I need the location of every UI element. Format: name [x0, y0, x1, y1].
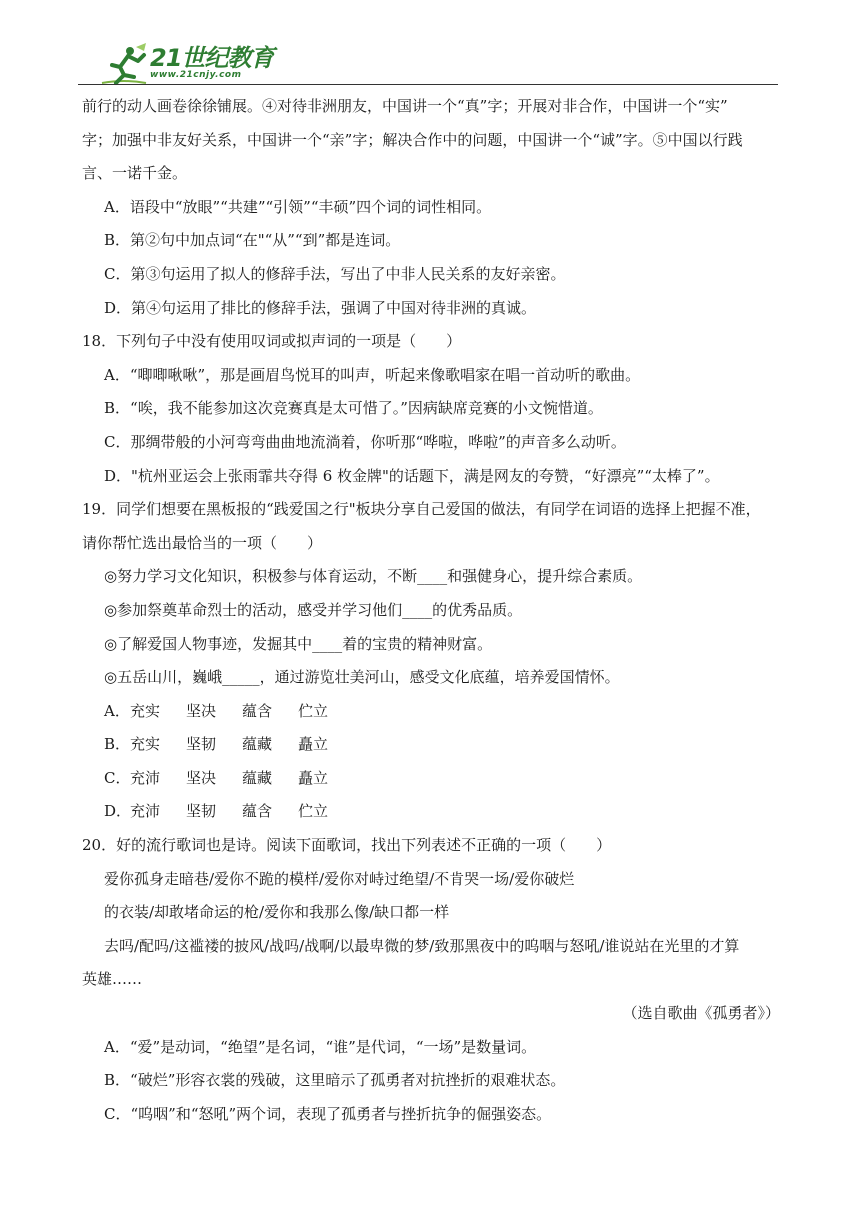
option-label: A．	[104, 701, 130, 720]
q18-option-d: D．"杭州亚运会上张雨霏共夺得 6 枚金牌"的话题下，满是网友的夸赞，“好漂亮”“太棒了”。	[104, 466, 720, 485]
q17-option-a: A．语段中“放眼”“共建”“引领”“丰硕”四个词的词性相同。	[104, 197, 492, 216]
logo-text: 21世纪教育	[150, 44, 274, 72]
option-word: 蕴藏	[242, 768, 273, 787]
q18-option-b: B．“唉，我不能参加这次竞赛真是太可惜了。”因病缺席竞赛的小文惋惜道。	[104, 399, 603, 418]
option-word: 伫立	[298, 701, 329, 720]
option-word: 矗立	[298, 735, 329, 754]
document-body	[82, 90, 780, 1131]
q20-option-b: B．“破烂”形容衣裳的残破，这里暗示了孤勇者对抗挫折的艰难状态。	[104, 1071, 566, 1090]
q18-option-a: A．“唧唧啾啾”，那是画眉鸟悦耳的叫声，听起来像歌唱家在唱一首动听的歌曲。	[104, 365, 641, 384]
passage-line: 前行的动人画卷徐徐铺展。④对待非洲朋友，中国讲一个“真”字；开展对非合作，中国讲一个“实”	[82, 97, 728, 115]
option-word: 充沛	[130, 802, 161, 821]
q19-stem: 19．同学们想要在黑板报的“践爱国之行"板块分享自己爱国的做法，有同学在词语的选择上把握不准，	[82, 500, 761, 519]
option-word: 蕴含	[242, 802, 273, 821]
option-word: 充实	[130, 735, 161, 754]
option-word: 蕴含	[242, 701, 273, 720]
logo-url: www.21cnjy.com	[150, 70, 242, 80]
passage-line: 言、一诺千金。	[82, 164, 188, 183]
q20-stem: 20．好的流行歌词也是诗。阅读下面歌词，找出下列表述不正确的一项（ ）	[82, 836, 612, 855]
q18-stem: 18．下列句子中没有使用叹词或拟声词的一项是（ ）	[82, 332, 462, 351]
q17-option-c: C．第③句运用了拟人的修辞手法，写出了中非人民关系的友好亲密。	[104, 264, 566, 283]
q17-option-d: D．第④句运用了排比的修辞手法，强调了中国对待非洲的真诚。	[104, 298, 537, 317]
q20-source: （选自歌曲《孤勇者》）	[622, 1004, 780, 1023]
q20-lyric-line: 爱你孤身走暗巷/爱你不跪的模样/爱你对峙过绝望/不肯哭一场/爱你破烂	[104, 869, 575, 888]
q19-stem: 请你帮忙选出最恰当的一项（ ）	[82, 533, 323, 552]
q20-lyric-line: 的衣装/却敢堵命运的枪/爱你和我那么像/缺口都一样	[104, 903, 450, 922]
q19-option-b	[82, 728, 780, 762]
option-word: 充实	[130, 701, 161, 720]
q19-option-d	[82, 795, 780, 829]
q19-option-a	[82, 695, 780, 729]
header-rule	[78, 84, 778, 85]
runner-logo-icon	[100, 43, 148, 87]
option-word: 伫立	[298, 802, 329, 821]
q20-lyric-line: 去吗/配吗/这褴褛的披风/战吗/战啊/以最卑微的梦/致那黑夜中的呜咽与怒吼/谁说站在光里的才算	[104, 936, 740, 955]
q20-lyric-line: 英雄……	[82, 970, 143, 989]
q20-option-c: C．“呜咽”和“怒吼”两个词，表现了孤勇者与挫折抗争的倔强姿态。	[104, 1104, 552, 1123]
q19-item: ◎努力学习文化知识，积极参与体育运动，不断____和强健身心，提升综合素质。	[104, 567, 643, 586]
option-word: 坚决	[186, 768, 217, 787]
q19-item: ◎五岳山川，巍峨_____，通过游览壮美河山，感受文化底蕴，培养爱国情怀。	[104, 668, 620, 687]
q18-option-c: C．那绸带般的小河弯弯曲曲地流淌着，你听那“哗啦，哗啦”的声音多么动听。	[104, 432, 626, 451]
q19-option-c	[82, 762, 780, 796]
option-word: 蕴藏	[242, 735, 273, 754]
page-header	[100, 38, 780, 88]
option-label: C．	[104, 768, 131, 787]
q17-option-b: B．第②句中加点词“在"“从”“到”都是连词。	[104, 231, 401, 250]
option-word: 坚决	[186, 701, 217, 720]
passage-line: 字；加强中非友好关系，中国讲一个“亲”字；解决合作中的问题，中国讲一个“诚”字。⑤中国以行践	[82, 130, 743, 149]
option-word: 充沛	[130, 768, 161, 787]
option-word: 坚韧	[186, 802, 217, 821]
q20-option-a: A．“爱”是动词，“绝望”是名词，“谁”是代词，“一场”是数量词。	[104, 1037, 537, 1056]
q19-item: ◎了解爱国人物事迹，发掘其中____着的宝贵的精神财富。	[104, 634, 493, 653]
q19-item: ◎参加祭奠革命烈士的活动，感受并学习他们____的优秀品质。	[104, 600, 523, 619]
option-word: 坚韧	[186, 735, 217, 754]
option-word: 矗立	[298, 768, 329, 787]
option-label: B．	[104, 735, 131, 754]
option-label: D．	[104, 802, 132, 821]
